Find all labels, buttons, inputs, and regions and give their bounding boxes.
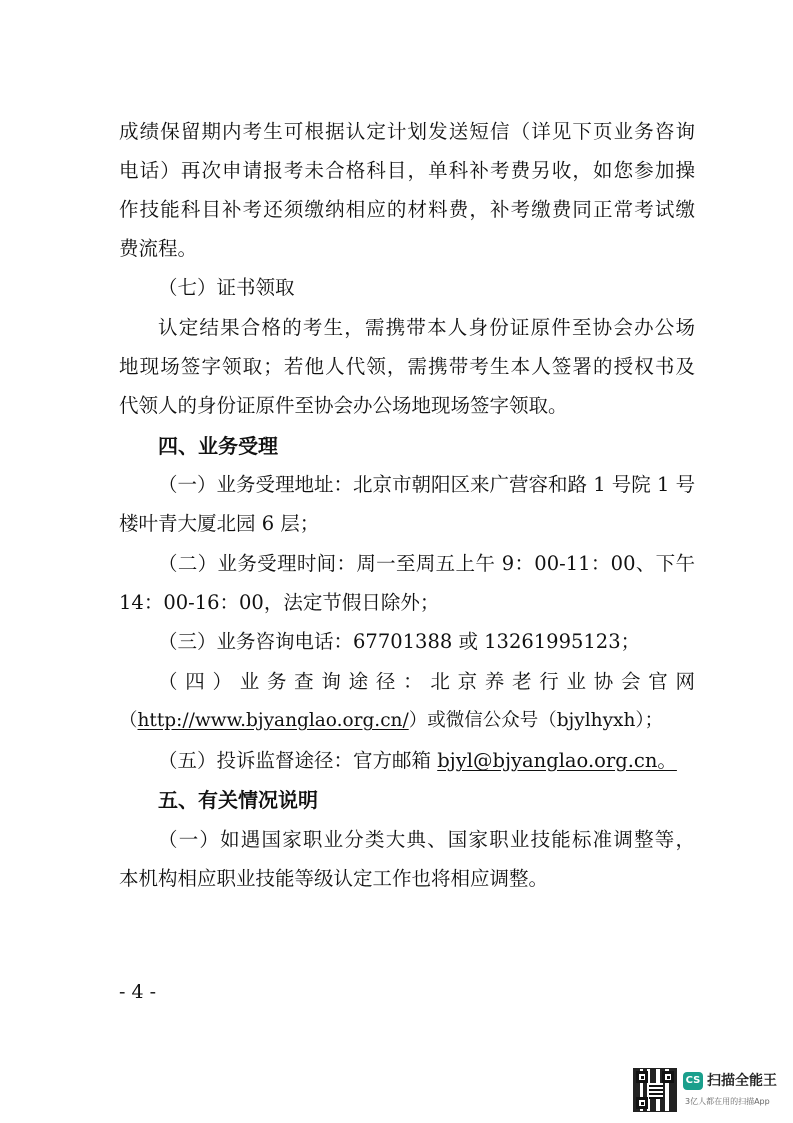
paragraph-line: 费流程。 <box>119 237 198 260</box>
scanner-watermark <box>633 1068 783 1112</box>
watermark-tagline: 3亿人都在用的扫描App <box>685 1097 770 1106</box>
qr-code-icon <box>633 1068 677 1112</box>
paragraph-line: （三）业务咨询电话：67701388 或 13261995123； <box>158 630 641 653</box>
paragraph-line: （一）业务受理地址：北京市朝阳区来广营容和路 1 号院 1 号 <box>158 473 696 496</box>
paragraph-line: 地现场签字领取；若他人代领，需携带考生本人签署的授权书及 <box>119 355 695 378</box>
page-number: - 4 - <box>119 981 157 1003</box>
watermark-app-name: 扫描全能王 <box>707 1073 777 1089</box>
section-heading: 五、有关情况说明 <box>158 788 318 812</box>
underlined-link-text: http://www.bjyanglao.org.cn/ <box>137 710 409 731</box>
paragraph-line: 本机构相应职业技能等级认定工作也将相应调整。 <box>119 867 549 890</box>
underlined-link-text: bjyl@bjyanglao.org.cn。 <box>437 749 677 772</box>
paragraph-line: 楼叶青大厦北园 6 层； <box>119 512 320 535</box>
section-heading: 四、业务受理 <box>158 434 278 458</box>
paragraph-line: 代领人的身份证原件至协会办公场地现场签字领取。 <box>119 394 568 417</box>
paragraph-line: （一）如遇国家职业分类大典、国家职业技能标准调整等， <box>158 828 695 851</box>
paragraph-line: 作技能科目补考还须缴纳相应的材料费，补考缴费同正常考试缴 <box>119 198 695 221</box>
camscanner-logo-icon: CS <box>683 1072 703 1090</box>
paragraph-line: 认定结果合格的考生，需携带本人身份证原件至协会办公场 <box>158 316 695 339</box>
paragraph-line: 电话）再次申请报考未合格科目，单科补考费另收，如您参加操 <box>119 159 695 182</box>
paragraph-line-with-url: （http://www.bjyanglao.org.cn/）或微信公众号（bjylhyxh）； <box>119 710 664 731</box>
paragraph-line: （二）业务受理时间：周一至周五上午 9：00-11：00、下午 <box>158 552 695 575</box>
paragraph-line: （四）业务查询途径：北京养老行业协会官网 <box>158 670 695 693</box>
section-subheading: （七）证书领取 <box>158 276 295 299</box>
paragraph-line: 成绩保留期内考生可根据认定计划发送短信（详见下页业务咨询 <box>119 120 695 143</box>
paragraph-line: 14：00-16：00，法定节假日除外； <box>119 591 440 614</box>
paragraph-line-with-email: （五）投诉监督途径：官方邮箱 bjyl@bjyanglao.org.cn。 <box>158 749 677 772</box>
